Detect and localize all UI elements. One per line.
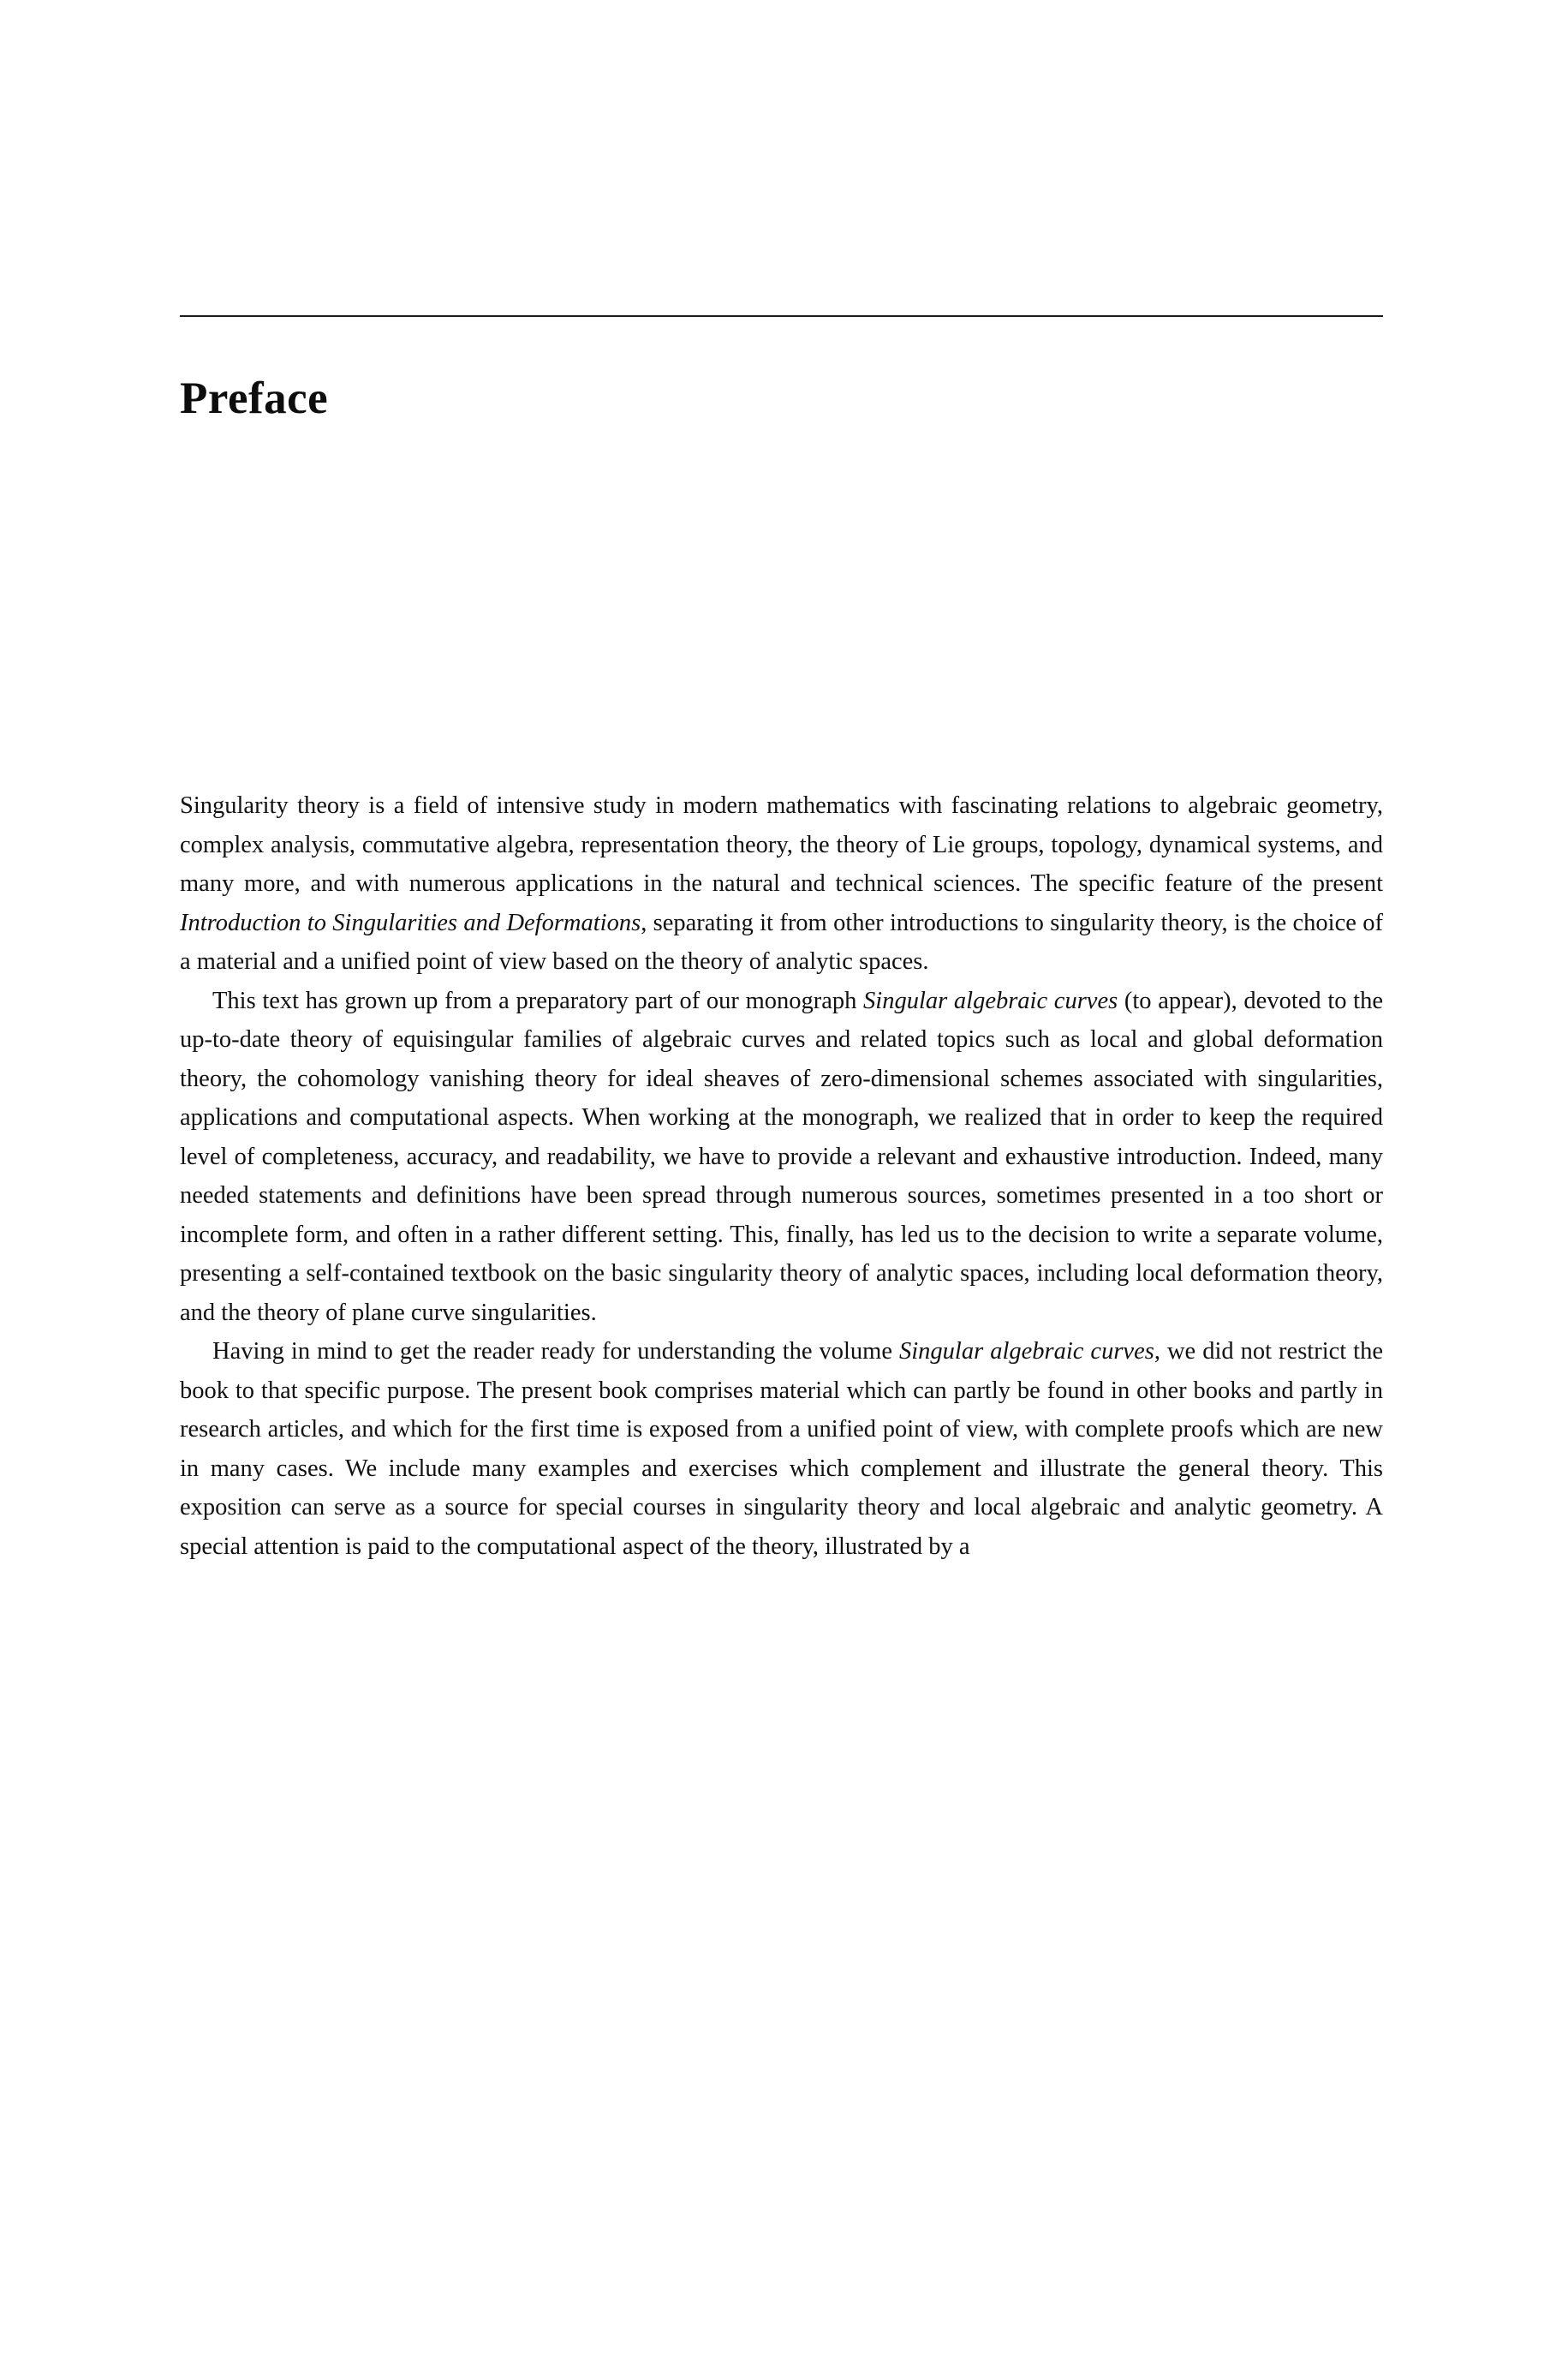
text-run: Singularity theory is a field of intensive study in modern mathematics with fascinating relations to algebraic geometry, complex analysis, commutative algebra, representation theory, the theory of Lie groups, topology, dynamical systems, and many more, and with numerous applications in the natural and technical sciences. The specific feature of the present (180, 792, 1383, 897)
page-title: Preface (180, 373, 329, 423)
chapter-title-rule (180, 315, 1383, 317)
paragraph-2 (180, 982, 1383, 1333)
italic-title: Singular algebraic curves (863, 987, 1118, 1014)
paragraph-3 (180, 1332, 1383, 1566)
text-run: , separating it from other introductions to singularity theory, is the choice of a material and a unified point of view based on the theory of analytic spaces. (180, 909, 1383, 975)
text-run: (to appear), devoted to the up-to-date theory of equisingular families of algebraic curves and related topics such as local and global deformation theory, the cohomology vanishing theory for ideal sheaves of zero-dimensional schemes associated with singularities, applications and computational aspects. When working at the monograph, we realized that in order to keep the required level of completeness, accuracy, and readability, we have to provide a relevant and exhaustive introduction. Indeed, many needed statements and definitions have been spread through numerous sources, sometimes presented in a too short or incomplete form, and often in a rather different setting. This, finally, has led us to the decision to write a separate volume, presenting a self-contained textbook on the basic singularity theory of analytic spaces, including local deformation theory, and the theory of plane curve singularities. (180, 987, 1383, 1326)
italic-title: Singular algebraic curves (899, 1338, 1154, 1365)
text-run: Having in mind to get the reader ready for understanding the volume (212, 1338, 900, 1365)
paragraph-1 (180, 786, 1383, 982)
italic-title: Introduction to Singularities and Deformations (180, 909, 641, 936)
text-run: This text has grown up from a preparatory part of our monograph (212, 987, 864, 1014)
text-run: , we did not restrict the book to that specific purpose. The present book comprises material which can partly be found in other books and partly in research articles, and which for the first time is exposed from a unified point of view, with complete proofs which are new in many cases. We include many examples and exercises which complement and illustrate the general theory. This exposition can serve as a source for special courses in singularity theory and local algebraic and analytic geometry. A special attention is paid to the computational aspect of the theory, illustrated by a (180, 1338, 1383, 1560)
body-text (180, 786, 1383, 1566)
